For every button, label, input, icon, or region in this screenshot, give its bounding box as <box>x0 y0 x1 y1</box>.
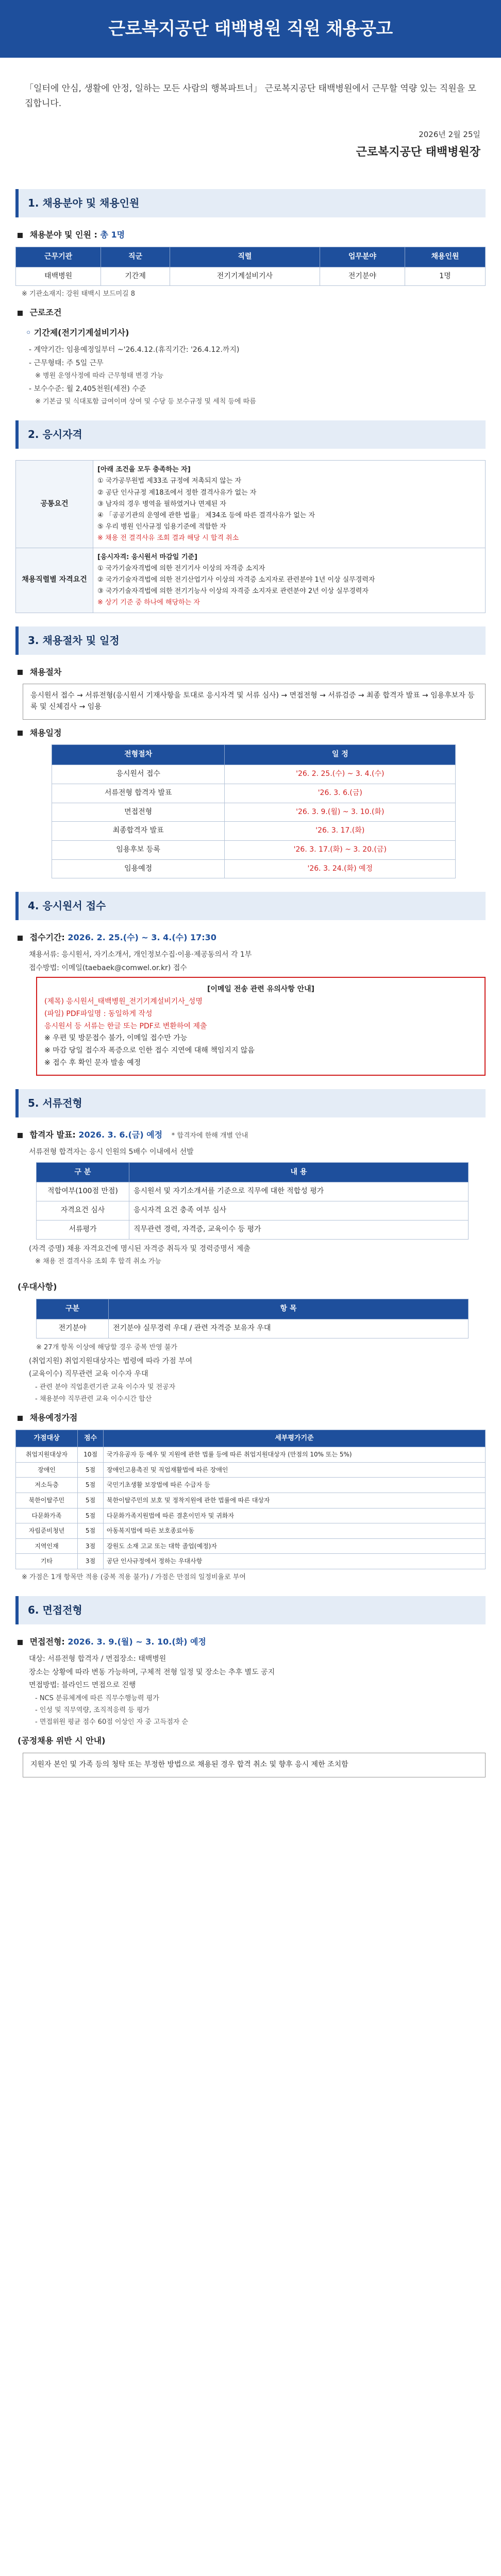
email-notice-box <box>36 977 486 1076</box>
condition-item: - 계약기간: 임용예정일부터 ~'26.4.12.(휴직기간: '26.4.12.까지) <box>29 346 240 354</box>
table-cell: 3점 <box>78 1538 104 1554</box>
table-header: 구 분 <box>37 1162 129 1182</box>
section-3-title: 3. 채용절차 및 일정 <box>15 626 486 655</box>
fair-hiring-sub: (공정채용 위반 시 안내) <box>18 1736 106 1746</box>
section-1-sub-3 <box>26 327 486 340</box>
positions-table <box>15 247 486 286</box>
table-header: 가점대상 <box>16 1430 78 1447</box>
table-cell: 국민기초생활 보장법에 따른 수급자 등 <box>104 1478 486 1493</box>
table-row <box>37 1201 469 1221</box>
list-item: ① 국가기술자격법에 의한 전기기사 이상의 자격증 소지자 <box>97 565 265 573</box>
table-cell: 10점 <box>78 1447 104 1463</box>
table-header: 일 정 <box>225 745 456 765</box>
notice-line: ※ 접수 후 확인 문자 발송 예정 <box>44 1058 141 1067</box>
square-bullet-icon <box>18 670 23 675</box>
sub-label: 채용절차 <box>29 667 62 677</box>
square-bullet-icon <box>18 1640 23 1645</box>
list-item: ③ 국가기술자격법에 의한 전기기능사 이상의 자격증 소지자로 관련분야 2년 이상 실무경력자 <box>97 587 369 596</box>
table-cell: '26. 2. 25.(수) ~ 3. 4.(수) <box>225 765 456 784</box>
table-row <box>52 840 456 859</box>
table-cell: 장애인고용촉진 및 직업재활법에 따른 장애인 <box>104 1462 486 1478</box>
table-header: 구분 <box>37 1299 109 1319</box>
table-header: 직군 <box>101 247 170 267</box>
interview-item: 대상: 서류전형 합격자 / 면접장소: 태백병원 <box>29 1654 166 1663</box>
notice-line: 응시원서 등 서류는 한글 또는 PDF로 변환하여 제출 <box>44 1022 207 1030</box>
organization-name: 근로복지공단 태백병원장 <box>356 146 480 159</box>
table-cell: 저소득층 <box>16 1478 78 1493</box>
section-3-sub-1 <box>18 666 486 679</box>
table-row <box>16 1508 486 1523</box>
list-item: ② 공단 인사규정 제18조에서 정한 결격사유가 없는 자 <box>97 488 257 497</box>
table-cell: 최종합격자 발표 <box>52 822 225 841</box>
table-cell: 3점 <box>78 1554 104 1569</box>
table-cell: 전기분야 실무경력 우대 / 관련 자격증 보유자 우대 <box>109 1319 469 1338</box>
table-row <box>16 1478 486 1493</box>
table-cell: 서류평가 <box>37 1220 129 1239</box>
fair-hiring-box <box>23 1753 486 1777</box>
sub-label: 접수기간: <box>29 933 65 943</box>
sub-label: 근로조건 <box>29 308 62 318</box>
location-note: ※ 기관소재지: 강원 태백시 보드미길 8 <box>22 290 136 298</box>
table-row <box>16 1462 486 1478</box>
application-item: 채용서류: 응시원서, 자기소개서, 개인정보수집·이용·제공동의서 각 1부 <box>29 951 252 959</box>
list-item: ⑤ 우리 병원 인사규정 임용기준에 적합한 자 <box>97 522 226 531</box>
table-cell: 응시원서 접수 <box>52 765 225 784</box>
interview-detail: - 인성 및 직무역량, 조직적응력 등 평가 <box>35 1706 149 1715</box>
table-row <box>52 765 456 784</box>
square-bullet-icon <box>18 1133 23 1138</box>
table-row <box>16 1447 486 1463</box>
list-item: [응시자격: 응시원서 마감일 기준] <box>97 553 197 562</box>
screening-item: (자격 증명) 채용 자격요건에 명시된 자격증 취득자 및 경력증명서 제출 <box>29 1244 250 1253</box>
square-bullet-icon <box>18 311 23 316</box>
sub-value: 2026. 3. 9.(월) ~ 3. 10.(화) 예정 <box>68 1637 206 1647</box>
section-1-sub-2 <box>18 307 486 319</box>
pass-note: * 합격자에 한해 개별 안내 <box>171 1132 248 1140</box>
sub-label: 채용분야 및 인원 : <box>29 230 97 240</box>
table-cell: 적합여부(100점 만점) <box>37 1182 129 1201</box>
section-1-title: 1. 채용분야 및 채용인원 <box>15 189 486 217</box>
table-row <box>16 1538 486 1554</box>
table-row <box>52 803 456 822</box>
table-cell: 임용예정 <box>52 859 225 878</box>
table-header: 직렬 <box>170 247 320 267</box>
list-item: ※ 채용 전 결격사유 조회 결과 해당 시 합격 취소 <box>97 534 239 542</box>
page-title: 근로복지공단 태백병원 직원 채용공고 <box>108 18 393 39</box>
preference-item: (취업지원) 취업지원대상자는 법령에 따라 가점 부여 <box>29 1357 193 1365</box>
list-item: ※ 상기 기준 중 하나에 해당하는 자 <box>97 599 200 607</box>
table-cell: 강원도 소재 고교 또는 대학 졸업(예정)자 <box>104 1538 486 1554</box>
bonus-sub <box>18 1412 486 1425</box>
condition-note: ※ 기본급 및 식대포함 급여이며 상여 및 수당 등 보수규정 및 세칙 등에 따름 <box>35 398 256 406</box>
sub-label: 기간제(전기기계설비기사) <box>34 328 129 338</box>
table-header: 세부평가기준 <box>104 1430 486 1447</box>
row-label: 채용직렬별 자격요건 <box>16 548 93 613</box>
table-cell: 1명 <box>405 267 486 286</box>
table-header: 채용인원 <box>405 247 486 267</box>
qualification-table <box>15 460 486 613</box>
square-bullet-icon <box>18 731 23 736</box>
schedule-table <box>52 744 456 878</box>
table-cell: 5점 <box>78 1462 104 1478</box>
sub-value: 2026. 3. 6.(금) 예정 <box>78 1130 163 1140</box>
announcement-date: 2026년 2월 25일 <box>419 129 480 139</box>
sub-count: 총 1명 <box>100 230 125 240</box>
application-item: 접수방법: 이메일(taebaek@comwel.or.kr) 접수 <box>29 963 187 972</box>
table-cell: 서류전형 합격자 발표 <box>52 784 225 803</box>
condition-item: - 보수수준: 월 2,405천원(세전) 수준 <box>29 384 146 393</box>
table-cell: '26. 3. 17.(화) <box>225 822 456 841</box>
interview-item: 면접방법: 블라인드 면접으로 진행 <box>29 1681 136 1690</box>
preference-note: ※ 27개 항목 이상에 해당할 경우 중복 반영 불가 <box>36 1343 177 1351</box>
process-text: 응시원서 접수 → 서류전형(응시원서 기재사항을 토대로 응시자격 및 서류 심사) → 면접전형 → 서류검증 → 최종 합격자 발표 → 임용후보자 등록 및 신체검사 → 임용 <box>30 691 475 711</box>
table-cell: 자격요건 심사 <box>37 1201 129 1221</box>
table-header: 항 목 <box>109 1299 469 1319</box>
bonus-table <box>15 1430 486 1569</box>
table-row <box>37 1220 469 1239</box>
table-cell: 북한이탈주민 <box>16 1493 78 1509</box>
table-row <box>37 1182 469 1201</box>
table-row <box>16 1523 486 1539</box>
table-cell: 지역인재 <box>16 1538 78 1554</box>
table-cell: 전기기계설비기사 <box>170 267 320 286</box>
list-item: ② 국가기술자격법에 의한 전기산업기사 이상의 자격증 소지자로 관련분야 1년 이상 실무경력자 <box>97 576 375 584</box>
preference-detail: - 채용분야 직무관련 교육 이수시간 합산 <box>35 1395 152 1403</box>
intro-text: 「일터에 안심, 생활에 안정, 일하는 모든 사람의 행복파트너」 근로복지공단 태백병원에서 근무할 역량 있는 직원을 모집합니다. <box>25 83 476 109</box>
table-cell: 북한이탈주민의 보호 및 정착지원에 관한 법률에 따른 대상자 <box>104 1493 486 1509</box>
interview-detail: - NCS 분류체계에 따른 직무수행능력 평가 <box>35 1694 159 1702</box>
table-cell: 면접전형 <box>52 803 225 822</box>
list-item: [아래 조건을 모두 충족하는 자] <box>97 466 191 474</box>
condition-note: ※ 병원 운영사정에 따라 근무형태 변경 가능 <box>35 372 164 380</box>
section-4-date <box>18 931 486 944</box>
notice-title: [이메일 전송 관련 유의사항 안내] <box>207 985 315 994</box>
section-3-sub-2 <box>18 727 486 740</box>
header-banner <box>0 0 501 58</box>
sub-label: 합격자 발표: <box>29 1130 76 1140</box>
notice-line: (파일) PDF파일명 : 동일하게 작성 <box>44 1009 153 1018</box>
sub-label: 면접전형: <box>29 1637 65 1647</box>
table-cell: 자립준비청년 <box>16 1523 78 1539</box>
table-cell: 취업지원대상자 <box>16 1447 78 1463</box>
table-cell <box>93 461 486 548</box>
preference-table <box>36 1299 469 1338</box>
table-header: 내 용 <box>129 1162 469 1182</box>
section-5-title: 5. 서류전형 <box>15 1089 486 1117</box>
table-cell: 공단 인사규정에서 정하는 우대사항 <box>104 1554 486 1569</box>
square-bullet-icon <box>18 1416 23 1421</box>
table-row <box>16 461 486 548</box>
table-row <box>37 1319 469 1338</box>
preference-sub: (우대사항) <box>18 1282 57 1292</box>
table-cell: '26. 3. 9.(월) ~ 3. 10.(화) <box>225 803 456 822</box>
section-6-title: 6. 면접전형 <box>15 1596 486 1624</box>
condition-item: - 근무형태: 주 5일 근무 <box>29 359 104 367</box>
table-header: 근무기관 <box>16 247 101 267</box>
section-2-title: 2. 응시자격 <box>15 420 486 449</box>
notice-line: ※ 우편 및 방문접수 불가, 이메일 접수만 가능 <box>44 1034 188 1043</box>
table-cell: '26. 3. 6.(금) <box>225 784 456 803</box>
table-cell <box>93 548 486 613</box>
table-cell: 직무관련 경력, 자격증, 교육이수 등 평가 <box>129 1220 469 1239</box>
list-item: ④ 「공공기관의 운영에 관한 법률」 제34조 등에 따른 결격사유가 없는 자 <box>97 511 315 519</box>
sub-label: 채용일정 <box>29 727 62 738</box>
interview-item: 장소는 상황에 따라 변동 가능하며, 구체적 전형 일정 및 장소는 추후 별도 공지 <box>29 1668 275 1676</box>
table-row <box>52 859 456 878</box>
table-cell: '26. 3. 24.(화) 예정 <box>225 859 456 878</box>
table-cell: 다문화가족지원법에 따른 결혼이민자 및 귀화자 <box>104 1508 486 1523</box>
section-6-date <box>18 1636 486 1649</box>
row-label: 공통요건 <box>16 461 93 548</box>
screening-table <box>36 1162 469 1240</box>
interview-detail: - 면접위원 평균 점수 60점 이상인 자 중 고득점자 순 <box>35 1718 189 1726</box>
table-cell: 5점 <box>78 1478 104 1493</box>
square-bullet-icon <box>18 936 23 941</box>
notice-line: ※ 마감 당일 접수자 폭증으로 인한 접수 지연에 대해 책임지지 않음 <box>44 1046 255 1055</box>
bonus-note: ※ 가점은 1개 항목만 적용 (중복 적용 불가) / 가점은 만점의 일정비율로 부여 <box>22 1573 246 1581</box>
table-header: 업무분야 <box>320 247 405 267</box>
table-cell: 응시원서 및 자기소개서를 기준으로 직무에 대한 적합성 평가 <box>129 1182 469 1201</box>
section-1-sub-1 <box>18 229 486 242</box>
section-5-pass <box>18 1129 486 1142</box>
table-cell: 기간제 <box>101 267 170 286</box>
square-bullet-icon <box>18 233 23 238</box>
table-cell: 태백병원 <box>16 267 101 286</box>
table-cell: 전기분야 <box>37 1319 109 1338</box>
notice-line: (제목) 응시원서_태백병원_전기기계설비기사_성명 <box>44 997 203 1006</box>
table-cell: 기타 <box>16 1554 78 1569</box>
table-cell: 다문화가족 <box>16 1508 78 1523</box>
table-row <box>16 267 486 286</box>
table-row <box>16 1554 486 1569</box>
table-cell: 아동복지법에 따른 보호종료아동 <box>104 1523 486 1539</box>
screening-desc: 서류전형 합격자는 응시 인원의 5배수 이내에서 선발 <box>29 1148 194 1157</box>
circle-bullet-icon: ◦ <box>26 328 34 338</box>
table-header: 전형절차 <box>52 745 225 765</box>
preference-detail: - 관련 분야 직업훈련기관 교육 이수자 및 전공자 <box>35 1383 176 1392</box>
preference-item: (교육이수) 직무관련 교육 이수자 우대 <box>29 1370 148 1379</box>
table-row <box>16 548 486 613</box>
table-row <box>16 1493 486 1509</box>
screening-note: ※ 채용 전 결격사유 조회 후 합격 취소 가능 <box>35 1258 161 1266</box>
sub-label: 채용예정가점 <box>29 1413 78 1423</box>
table-cell: 장애인 <box>16 1462 78 1478</box>
process-box <box>23 684 486 719</box>
table-row <box>52 822 456 841</box>
table-cell: 국가유공자 등 예우 및 지원에 관한 법률 등에 따른 취업지원대상자 (만점의 10% 또는 5%) <box>104 1447 486 1463</box>
sub-value: 2026. 2. 25.(수) ~ 3. 4.(수) 17:30 <box>68 933 216 943</box>
table-cell: '26. 3. 17.(화) ~ 3. 20.(금) <box>225 840 456 859</box>
date-block <box>15 129 486 176</box>
list-item: ③ 남자의 경우 병역을 필하였거나 면제된 자 <box>97 500 226 508</box>
table-cell: 임용후보 등록 <box>52 840 225 859</box>
table-cell: 전기분야 <box>320 267 405 286</box>
table-cell: 5점 <box>78 1493 104 1509</box>
table-cell: 5점 <box>78 1523 104 1539</box>
table-cell: 응시자격 요건 충족 여부 심사 <box>129 1201 469 1221</box>
table-header: 점수 <box>78 1430 104 1447</box>
table-row <box>52 784 456 803</box>
list-item: ① 국가공무원법 제33조 규정에 저촉되지 않는 자 <box>97 477 242 485</box>
fair-hiring-text: 지원자 본인 및 가족 등의 청탁 또는 부정한 방법으로 채용된 경우 합격 취소 및 향후 응시 제한 조치함 <box>30 1760 348 1769</box>
section-4-title: 4. 응시원서 접수 <box>15 892 486 920</box>
table-cell: 5점 <box>78 1508 104 1523</box>
